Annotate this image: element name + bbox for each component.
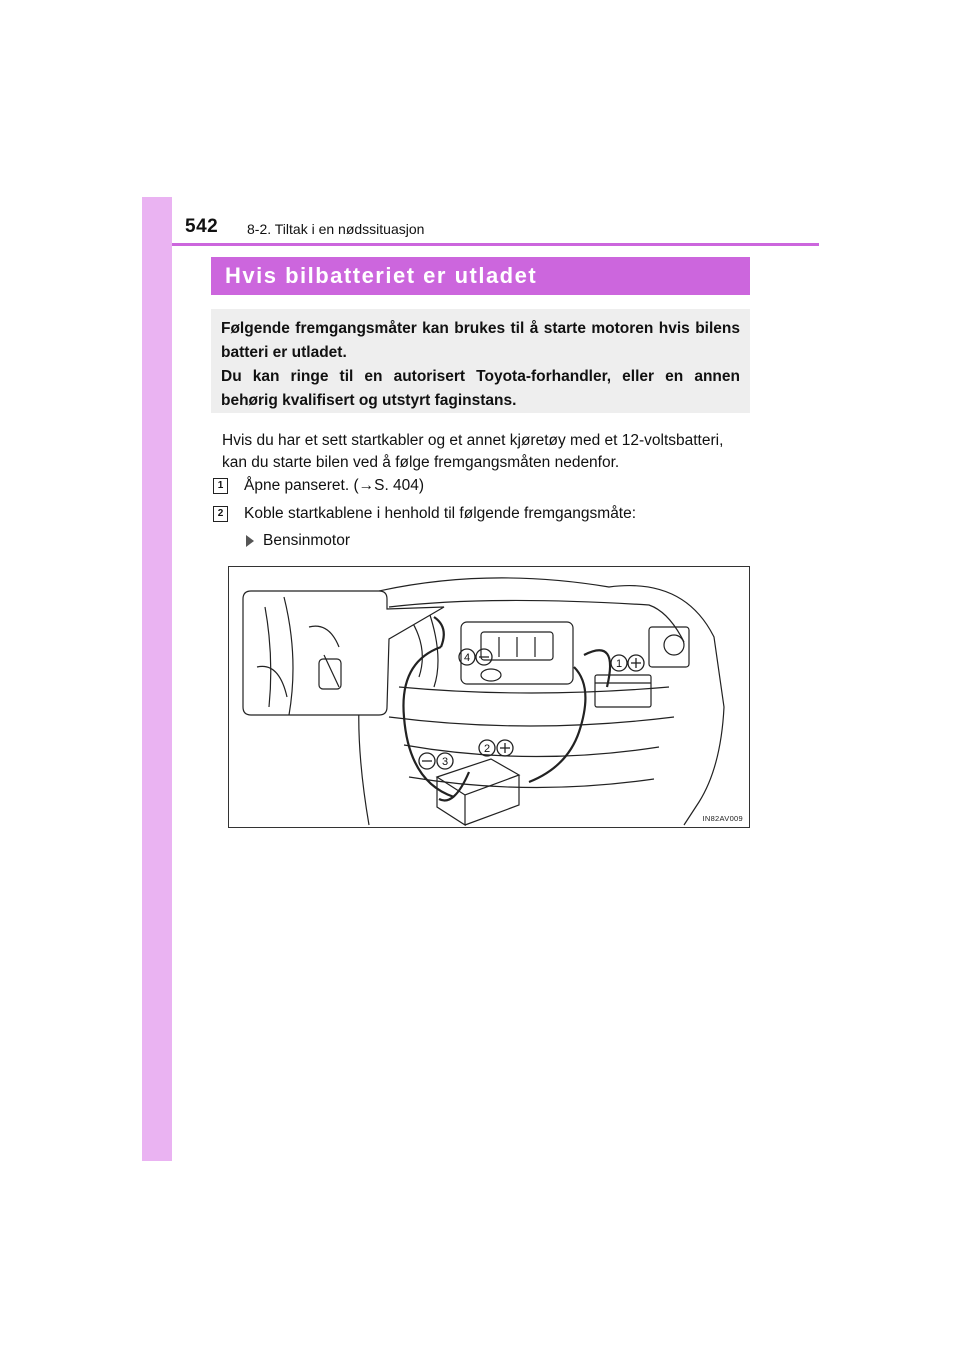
- step-text: Åpne panseret. (→S. 404): [244, 477, 425, 494]
- triangle-bullet-icon: [246, 535, 254, 547]
- step-number-box: 1: [213, 478, 228, 494]
- chapter-tab-strip: [142, 197, 172, 1161]
- intro-paragraph-2: Du kan ringe til en autorisert Toyota-forhandler, eller en annen behørig kvalifisert og utstyrt faginstans.: [221, 368, 740, 409]
- intro-paragraph-1: Følgende fremgangsmåter kan brukes til å starte motoren hvis bilens batteri er utladet.: [221, 320, 740, 361]
- callout-2: 2: [483, 743, 491, 755]
- bullet-text: Bensinmotor: [263, 532, 351, 549]
- step-text: Koble startkablene i henhold til følgende fremgangsmåte:: [244, 505, 637, 522]
- section-heading-bar: [211, 257, 750, 295]
- section-title: Hvis bilbatteriet er utladet: [225, 263, 538, 288]
- body-intro-text: Hvis du har et sett startkabler og et annet kjøretøy med et 12-voltsbatteri, kan du starte bilen ved å følge fremgangsmåten nedenfor.: [222, 432, 724, 471]
- intro-box: [211, 309, 750, 413]
- step-2: [213, 503, 636, 525]
- callout-1: 1: [615, 658, 623, 670]
- bullet-item: [246, 530, 350, 552]
- step-number-box: 2: [213, 506, 228, 522]
- running-head: 8-2. Tiltak i en nødssituasjon: [247, 221, 425, 237]
- jump-start-illustration: [228, 566, 750, 828]
- engine-bay-drawing: [229, 567, 749, 827]
- header-rule: [172, 243, 819, 246]
- step-1: [213, 475, 424, 497]
- illustration-code: IN82AV009: [702, 814, 743, 823]
- callout-3: 3: [441, 756, 449, 768]
- page-number: 542: [185, 216, 219, 237]
- callout-4: 4: [463, 652, 471, 664]
